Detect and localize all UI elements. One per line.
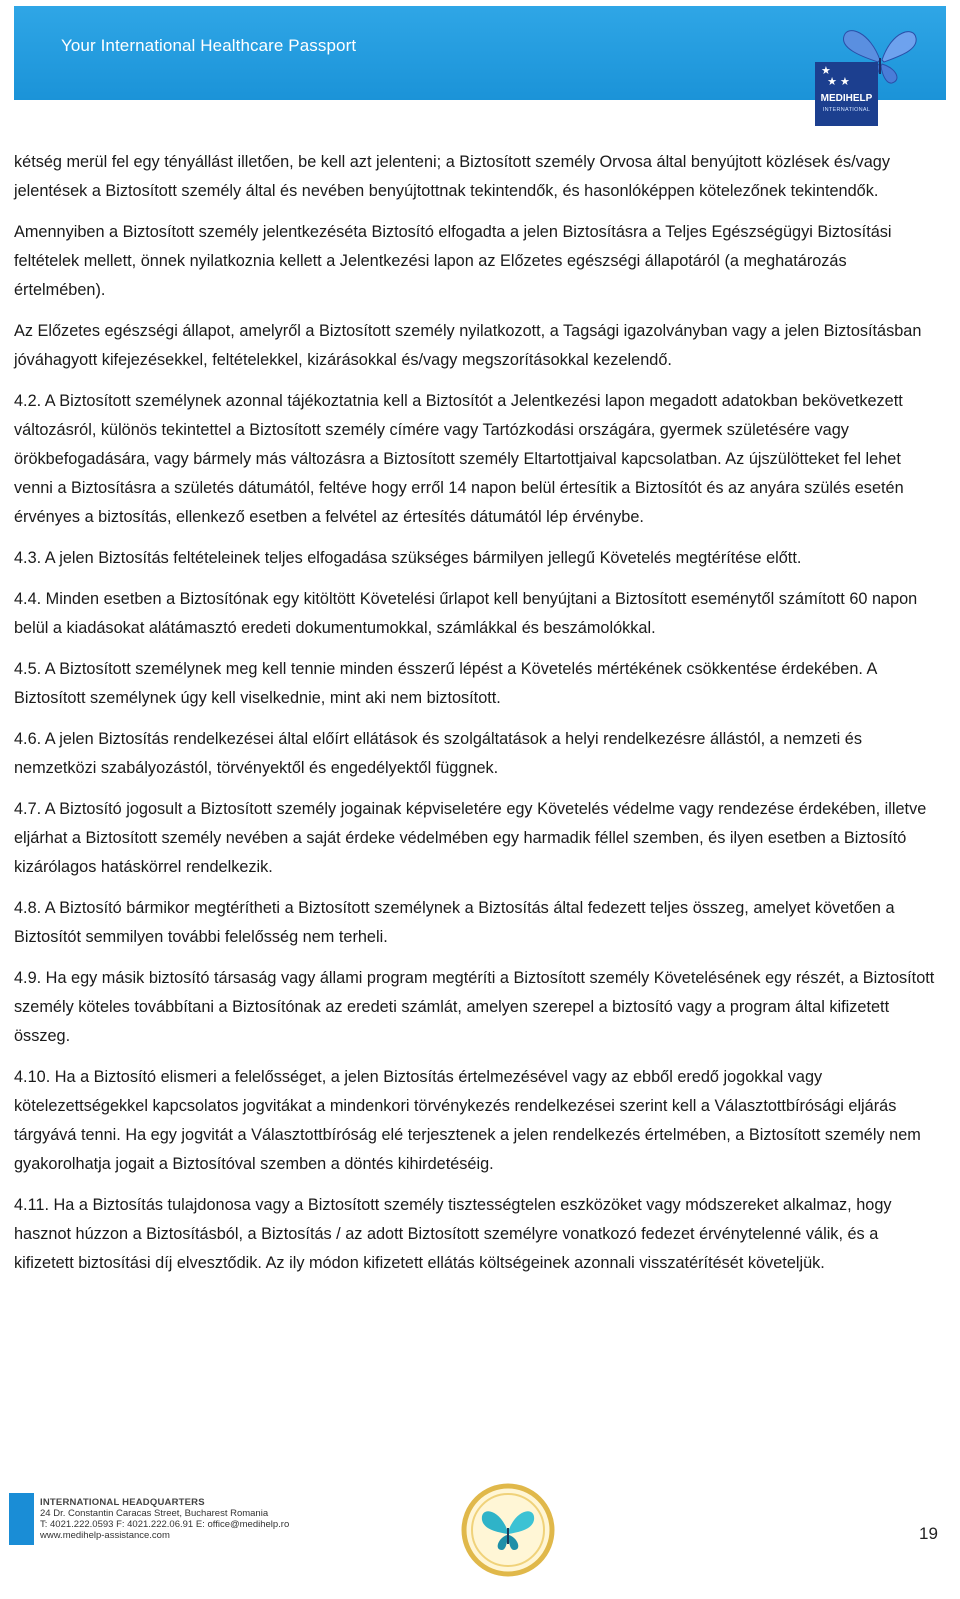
paragraph: 4.2. A Biztosított személynek azonnal tájékoztatnia kell a Biztosítót a Jelentkezési lapon megadott adatokban bekövetkezett változásról, különös tekintettel a Biztosított személy címére vagy Tartózkodási országára, gyermek születésére vagy örökbefogadására, vagy bármely más változásra a Biztosított személy Eltartottjaival kapcsolatban. Az újszülötteket fel lehet venni a Biztosításra a születés dátumától, feltéve hogy erről 14 napon belül értesítik a Biztosítót és az anyára szülés esetén érvényes a biztosítás, ellenkező esetben a felvétel az értesítés dátumától lép érvénybe. (14, 392, 904, 526)
paragraph: 4.7. A Biztosító jogosult a Biztosított személy jogainak képviseletére egy Követelés védelme vagy rendezése érdekében, illetve eljárhat a Biztosított személy nevében a saját érdeke védelmében egy harmadik féllel szemben, és ilyen esetben a Biztosító kizárólagos hatáskörrel rendelkezik. (14, 800, 927, 876)
paragraph: 4.4. Minden esetben a Biztosítónak egy kitöltött Követelési űrlapot kell benyújtani a Biztosított eseménytől számított 60 napon belül a kiadásokat alátámasztó eredeti dokumentumokkal, számlákkal és beszámolókkal. (14, 590, 918, 637)
footer-headquarters (40, 1497, 289, 1541)
paragraph: 4.6. A jelen Biztosítás rendelkezései által előírt ellátások és szolgáltatások a helyi rendelkezésre állástól, a nemzeti és nemzetközi szabályozástól, törvényektől és engedélyektől függnek. (14, 730, 862, 777)
paragraph: Amennyiben a Biztosított személy jelentkezéséta Biztosító elfogadta a jelen Biztosításra a Teljes Egészségügyi Biztosítási feltételek mellett, önnek nyilatkoznia kellett a Jelentkezési lapon az Előzetes egészségi állapotáról (a meghatározás értelmében). (14, 223, 892, 299)
stars-icon: ★ ★ ★ (821, 65, 850, 88)
page-number: 19 (919, 1524, 938, 1543)
hq-website[interactable]: www.medihelp-assistance.com (40, 1530, 170, 1541)
paragraph: 4.9. Ha egy másik biztosító társaság vagy állami program megtéríti a Biztosított személy Követelésének egy részét, a Biztosított személy köteles továbbítani a Biztosítónak az eredeti számlát, amelyen szerepel a biztosító vagy a program által kifizetett összeg. (14, 969, 935, 1045)
medihelp-logo (815, 62, 878, 126)
paragraph: Az Előzetes egészségi állapot, amelyről a Biztosított személy nyilatkozott, a Tagsági igazolványban vagy a jelen Biztosításban jóváhagyott kifejezésekkel, feltételekkel, kizárásokkal és/vagy megszorításokkal kezelendő. (14, 322, 922, 369)
header-tagline: Your International Healthcare Passport (61, 36, 357, 55)
paragraph: 4.8. A Biztosító bármikor megtérítheti a Biztosított személynek a Biztosítás által fedezett teljes összeg, amelyet követően a Biztosítót semmilyen további felelősség nem terheli. (14, 899, 895, 946)
paragraph: 4.10. Ha a Biztosító elismeri a felelősséget, a jelen Biztosítás értelmezésével vagy az ebből eredő jogokkal vagy kötelezettségekkel kapcsolatos jogvitákat a mindenkori törvénykezés rendelkezései szerint kell a Választottbírósági eljárás tárgyává tenni. Ha egy jogvitát a Választottbíróság elé terjesztenek a jelen rendelkezés értelmében, a Biztosított személy nem gyakorolhatja jogait a Biztosítóval szemben a döntés kihirdetéséig. (14, 1068, 921, 1173)
paragraph: 4.5. A Biztosított személynek meg kell tennie minden ésszerű lépést a Követelés mértékének csökkentése érdekében. A Biztosított személynek úgy kell viselkednie, mint aki nem biztosított. (14, 660, 877, 707)
paragraph: kétség merül fel egy tényállást illetően, be kell azt jelenteni; a Biztosított személy Orvosa által benyújtott közlések és/vagy jelentések a Biztosított személy által és nevében benyújtottnak tekintendők, és hasonlóképpen kötelezőnek tekintendők. (14, 153, 891, 200)
hq-title: INTERNATIONAL HEADQUARTERS (40, 1497, 205, 1508)
hq-contacts: T: 4021.222.0593 F: 4021.222.06.91 E: office@medihelp.ro (40, 1519, 290, 1530)
logo-subtitle: INTERNATIONAL (822, 107, 871, 113)
hq-address: 24 Dr. Constantin Caracas Street, Bucharest Romania (40, 1508, 269, 1519)
document-body (14, 148, 939, 1290)
footer-accent-bar (9, 1493, 34, 1545)
butterfly-emblem-icon (458, 1480, 558, 1580)
paragraph: 4.3. A jelen Biztosítás feltételeinek teljes elfogadása szükséges bármilyen jellegű Követelés megtérítése előtt. (14, 549, 802, 567)
header-band (14, 6, 946, 100)
logo-name: MEDIHELP (820, 93, 873, 104)
paragraph: 4.11. Ha a Biztosítás tulajdonosa vagy a Biztosított személy tisztességtelen eszközöket vagy módszereket alkalmaz, hogy hasznot húzzon a Biztosításból, a Biztosítás / az adott Biztosított személyre vonatkozó fedezet érvénytelenné válik, és a kifizetett biztosítási díj elvesztődik. Az ily módon kifizetett ellátás költségeinek azonnali visszatérítését követeljük. (14, 1196, 892, 1272)
